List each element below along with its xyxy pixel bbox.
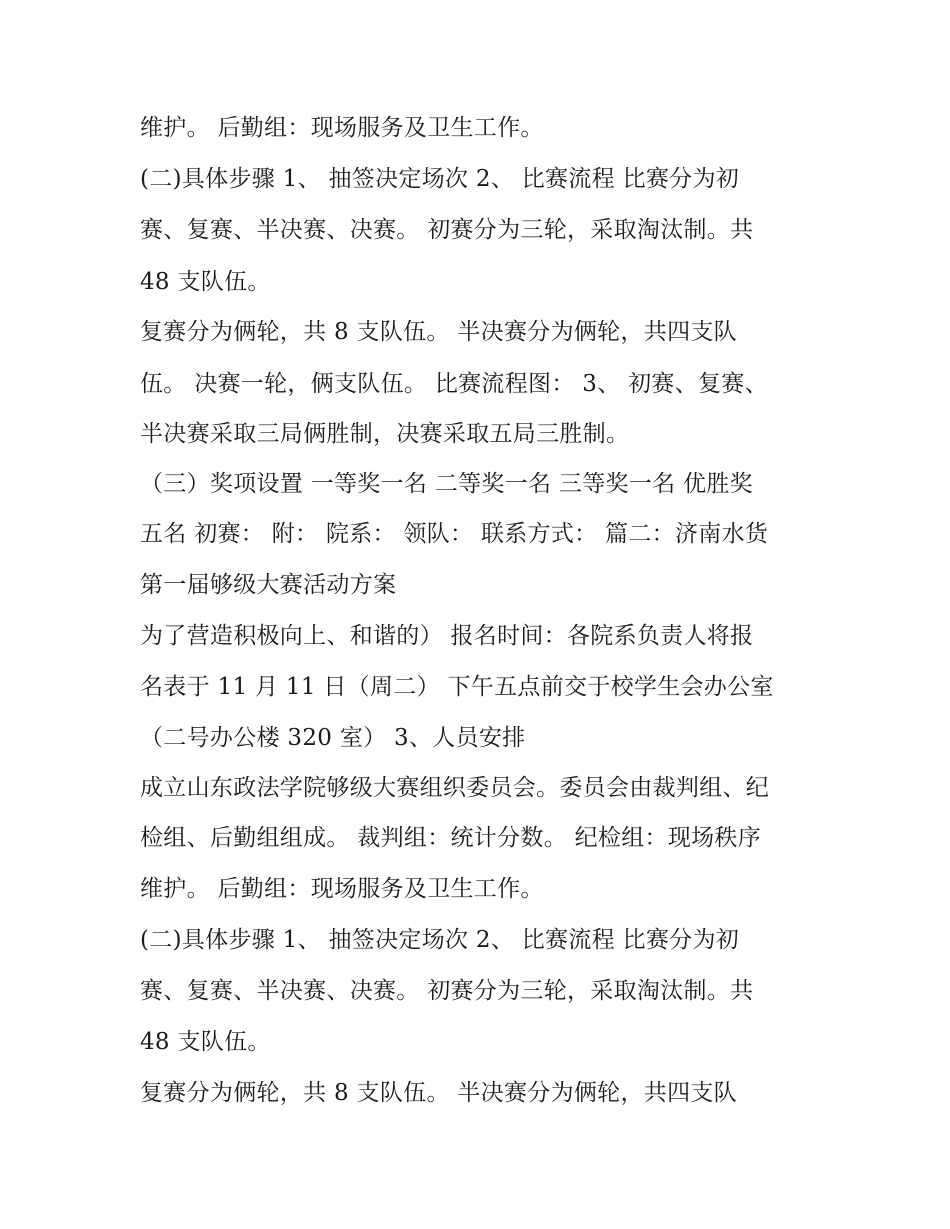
text-line: 为了营造积极向上、和谐的） 报名时间：各院系负责人将报 — [140, 623, 754, 649]
text-line: 第一届够级大赛活动方案 — [140, 572, 397, 598]
text-line: （二号办公楼 320 室） 3、人员安排 — [140, 725, 526, 751]
text-line: 复赛分为俩轮，共 8 支队伍。 半决赛分为俩轮，共四支队 — [140, 1080, 737, 1106]
text-line: 维护。 后勤组：现场服务及卫生工作。 — [140, 115, 544, 141]
text-line: 伍。 决赛一轮，俩支队伍。 比赛流程图： 3、 初赛、复赛、 — [140, 371, 768, 397]
text-line: (二)具体步骤 1、 抽签决定场次 2、 比赛流程 比赛分为初 — [140, 927, 740, 953]
text-line: 半决赛采取三局俩胜制，决赛采取五局三胜制。 — [140, 421, 630, 447]
text-line: 五名 初赛： 附： 院系： 领队： 联系方式： 篇二：济南水货 — [140, 521, 769, 547]
text-line: 维护。 后勤组：现场服务及卫生工作。 — [140, 876, 544, 902]
text-line: 检组、后勤组组成。 裁判组：统计分数。 纪检组：现场秩序 — [140, 825, 762, 851]
text-line: （三）奖项设置 一等奖一名 二等奖一名 三等奖一名 优胜奖 — [140, 471, 753, 497]
text-line: 赛、复赛、半决赛、决赛。 初赛分为三轮，采取淘汰制。共 — [140, 978, 754, 1004]
text-line: 名表于 11 月 11 日（周二） 下午五点前交于校学生会办公室 — [140, 674, 774, 700]
text-line: 成立山东政法学院够级大赛组织委员会。委员会由裁判组、纪 — [140, 775, 770, 801]
text-line: (二)具体步骤 1、 抽签决定场次 2、 比赛流程 比赛分为初 — [140, 166, 740, 192]
text-line: 复赛分为俩轮，共 8 支队伍。 半决赛分为俩轮，共四支队 — [140, 319, 737, 345]
text-line: 赛、复赛、半决赛、决赛。 初赛分为三轮，采取淘汰制。共 — [140, 217, 754, 243]
text-line: 48 支队伍。 — [140, 269, 271, 295]
text-line: 48 支队伍。 — [140, 1029, 271, 1055]
